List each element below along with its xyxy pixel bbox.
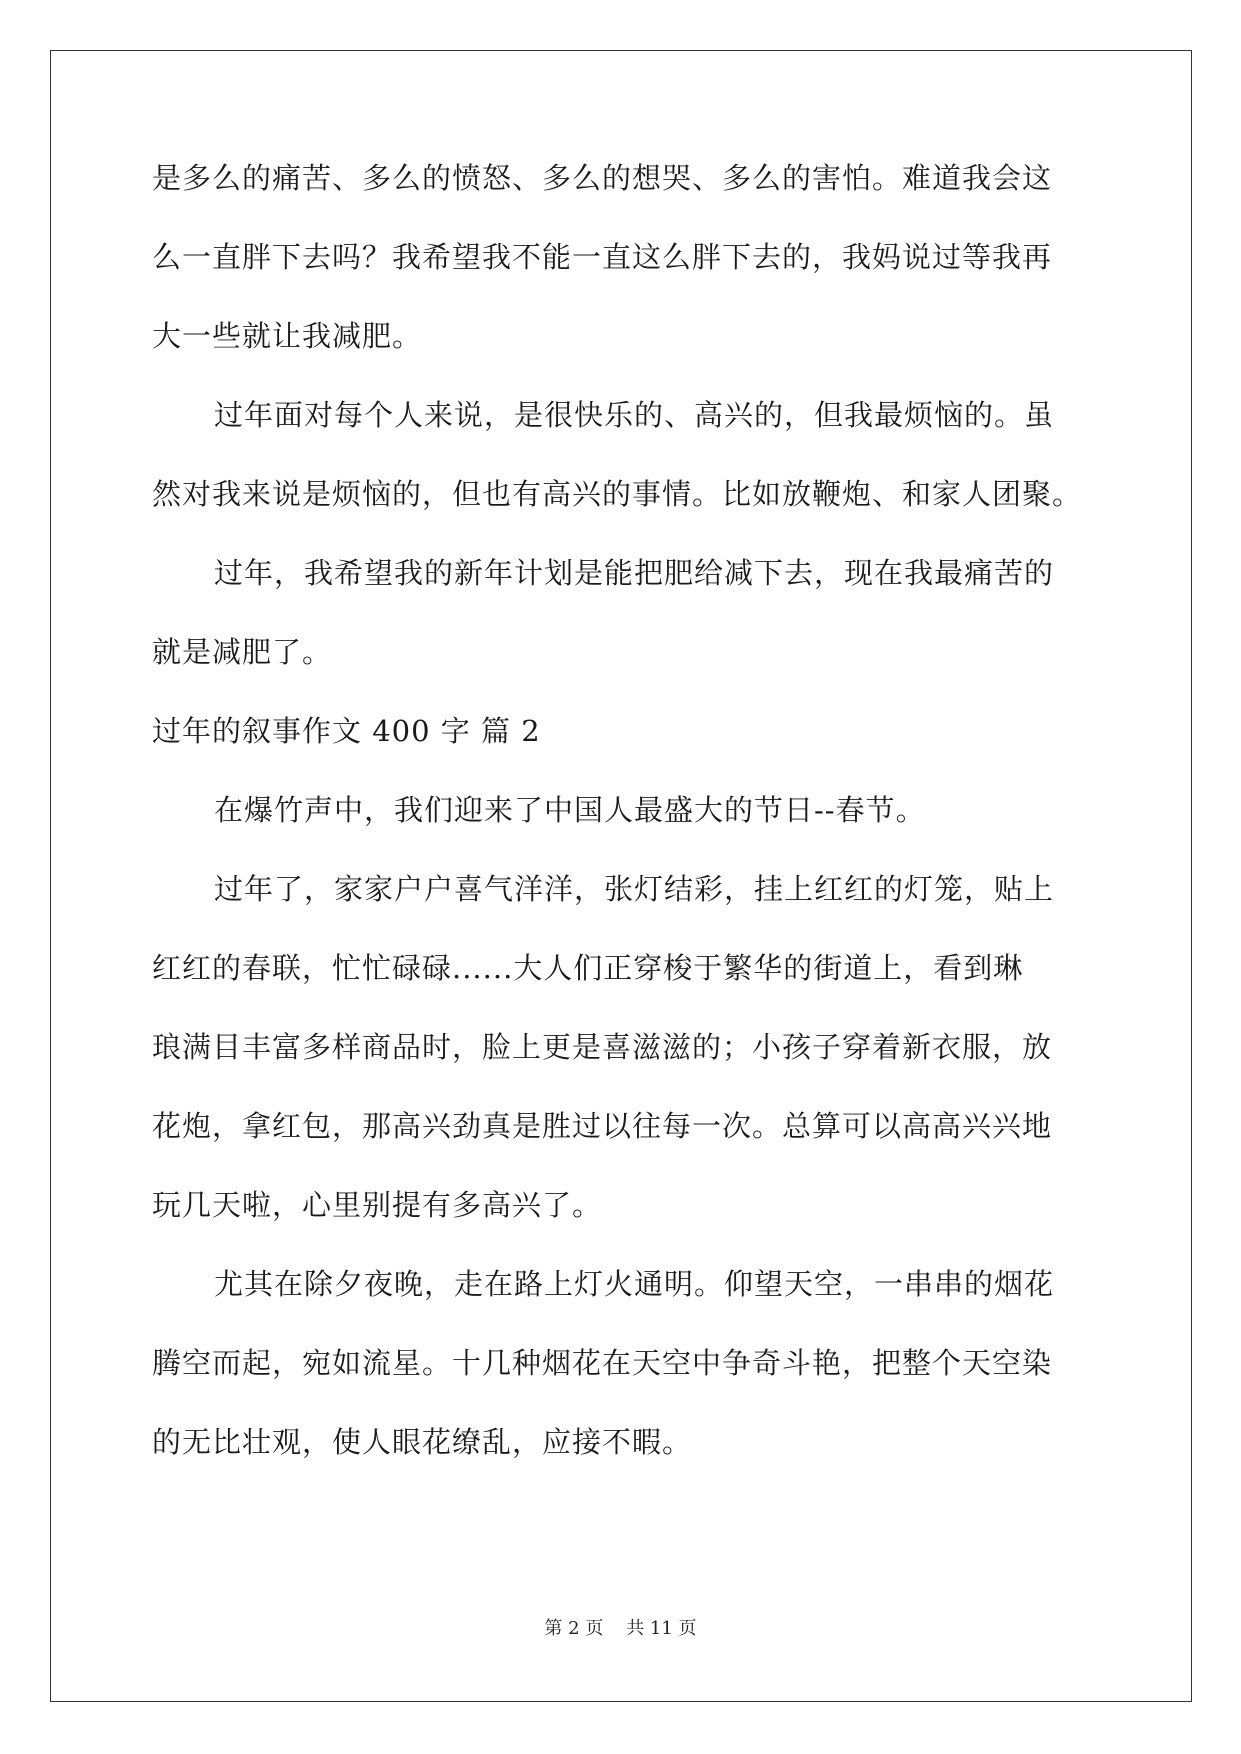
page-number-footer: 第 2 页 共 11 页: [544, 1618, 697, 1639]
text-line: 尤其在除夕夜晚，走在路上灯火通明。仰望天空，一串串的烟花: [214, 1267, 1055, 1301]
text-line: 腾空而起，宛如流星。十几种烟花在天空中争奇斗艳，把整个天空染: [152, 1346, 1053, 1380]
text-line: 大一些就让我减肥。: [152, 319, 423, 353]
text-line: 花炮，拿红包，那高兴劲真是胜过以往每一次。总算可以高高兴兴地: [152, 1109, 1053, 1143]
text-line: 琅满目丰富多样商品时，脸上更是喜滋滋的；小孩子穿着新衣服，放: [152, 1030, 1053, 1064]
text-line: 的无比壮观，使人眼花缭乱，应接不暇。: [152, 1425, 693, 1459]
section-heading: 过年的叙事作文 400 字 篇 2: [152, 714, 541, 748]
text-line: 过年，我希望我的新年计划是能把肥给减下去，现在我最痛苦的: [214, 556, 1055, 590]
text-line: 过年面对每个人来说，是很快乐的、高兴的，但我最烦恼的。虽: [214, 398, 1055, 432]
text-line: 过年了，家家户户喜气洋洋，张灯结彩，挂上红红的灯笼，贴上: [214, 872, 1055, 906]
text-line: 么一直胖下去吗？我希望我不能一直这么胖下去的，我妈说过等我再: [152, 240, 1053, 274]
text-line: 然对我来说是烦恼的，但也有高兴的事情。比如放鞭炮、和家人团聚。: [152, 477, 1083, 511]
text-line: 就是减肥了。: [152, 635, 333, 669]
text-line: 玩几天啦，心里别提有多高兴了。: [152, 1188, 603, 1222]
text-line: 是多么的痛苦、多么的愤怒、多么的想哭、多么的害怕。难道我会这: [152, 161, 1053, 195]
text-line: 红红的春联，忙忙碌碌......大人们正穿梭于繁华的街道上，看到琳: [152, 951, 1024, 985]
text-line: 在爆竹声中，我们迎来了中国人最盛大的节日--春节。: [214, 793, 926, 827]
